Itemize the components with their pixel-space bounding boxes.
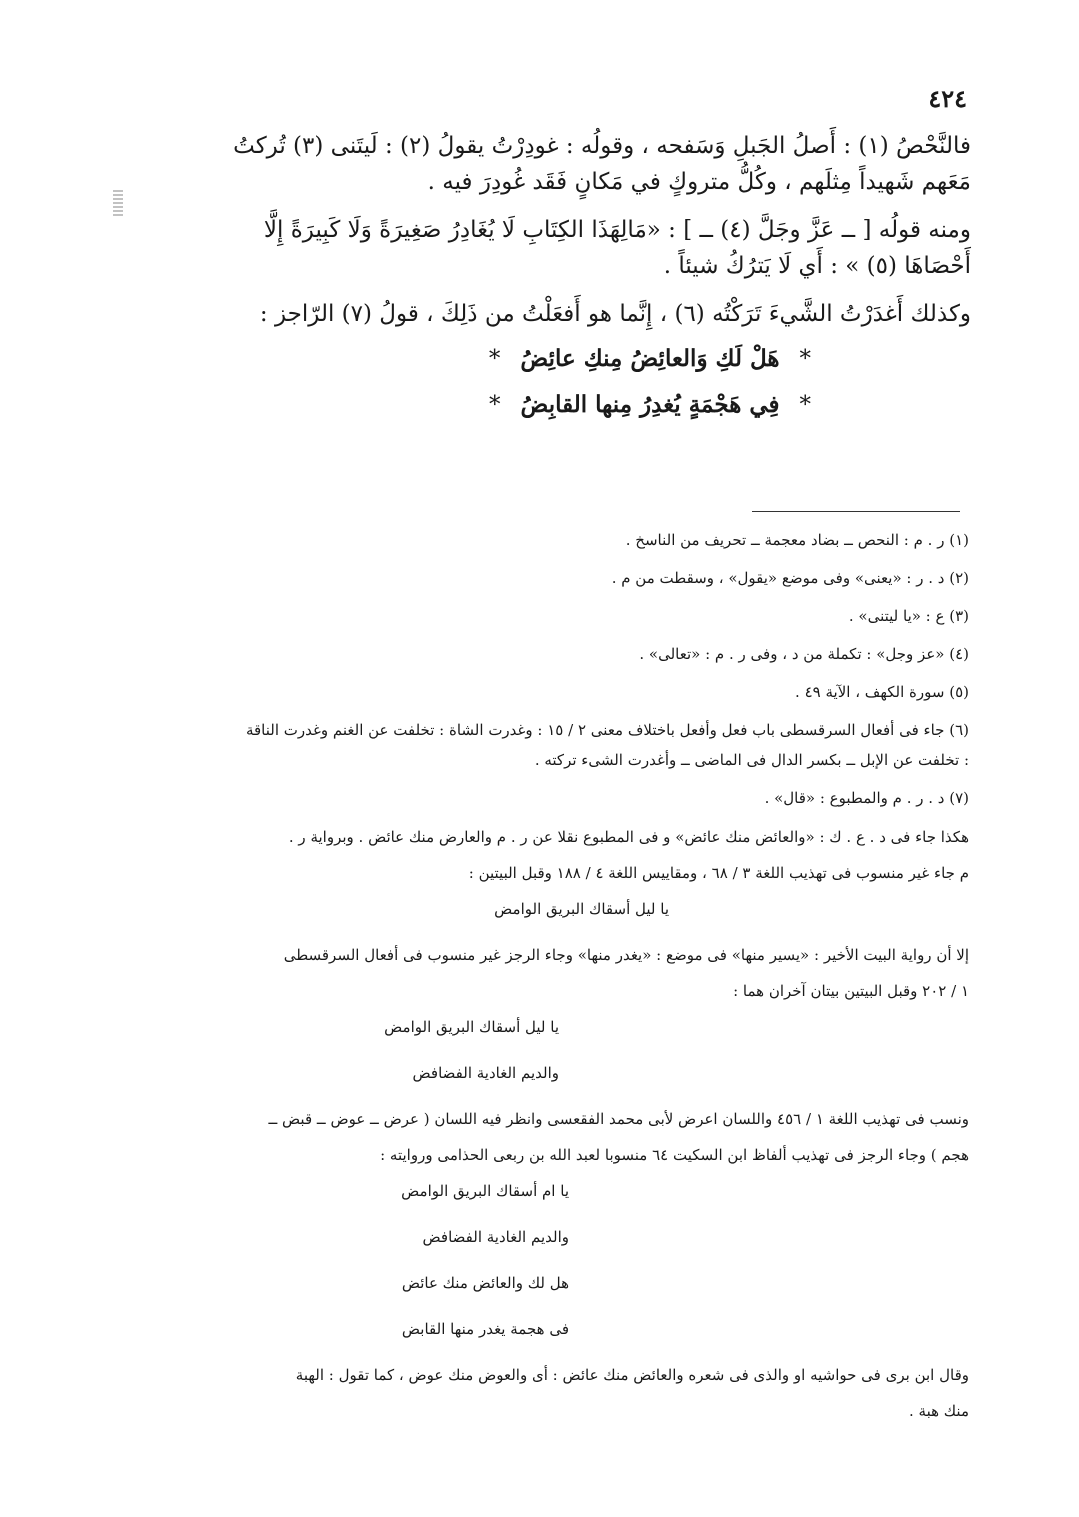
footnote-note: م جاء غير منسوب فى تهذيب اللغة ٣ / ٦٨ ، ومقاييس اللغة ٤ / ١٨٨ وقبل البيتين : [468, 864, 969, 882]
footnote: (٣) ع : «يا ليتنى» . [848, 607, 969, 625]
body-line: فالنَّحْصُ (١) : أَصلُ الجَبلِ وَسَفحه ، وقولُه : غودِرْتُ يقولُ (٢) : لَيتَنى (٣) تُركتُ [233, 133, 971, 159]
footnote: (٦) جاء فى أفعال السرقسطى باب فعل وأفعل باختلاف معنى ٢ / ١٥ : وغدرت الشاة : تخلفت عن الغنم وغدرت الناقة [245, 721, 969, 739]
footnote-divider [752, 511, 960, 512]
page-number: ٤٢٤ [928, 84, 967, 113]
body-line: ومنه قولُه [ ــ عَزَّ وجَلَّ (٤) ــ ] : «مَالِهَذَا الكِتَابِ لَا يُغَادِرُ صَغِيرَةً وَلَا كَبِيرَةً إِلَّا [263, 217, 971, 243]
footnote-note: وقال ابن برى فى حواشيه او والذى فى شعره والعائض منك عائض : أى والعوض منك عوض ، كما تقول : الهبة [295, 1366, 969, 1384]
footnote: (٥) سورة الكهف ، الآية ٤٩ . [795, 683, 969, 701]
footnote-continuation: : تخلفت عن الإبل ــ بكسر الدال فى الماضى ــ وأغدرت الشىء تركته . [534, 751, 969, 769]
main-text [101, 128, 971, 424]
footnote-note: منك هبة . [909, 1402, 969, 1420]
poem-verse [101, 340, 971, 378]
star-mark: * [799, 392, 811, 418]
footnote-verse: يا ام أسقاك البريق الوامض [401, 1182, 569, 1200]
footnote-verse: فى هجمة يغدر منها القابض [401, 1320, 569, 1338]
footnote-verse: هل لك والعائض منك عائض [401, 1274, 569, 1292]
footnote-note: هجم ) وجاء الرجز فى تهذيب ألفاظ ابن السكيت ٦٤ منسوبا لعبد الله بن ربعى الحذامى وروايته : [380, 1146, 969, 1164]
footnote-verse: والديم الغادية الفضافض [412, 1064, 559, 1082]
star-mark: * [489, 392, 501, 418]
poem-verse [101, 386, 971, 424]
footnotes [99, 530, 969, 1436]
footnote-note: ١ / ٢٠٢ وقبل البيتين بيتان آخران هما : [733, 982, 969, 1000]
footnote-note: هكذا جاء فى د . ع . ك : «والعائض منك عائض» و فى المطبوع نقلا عن ر . م والعارض منك عائض . وبرواية ر . [288, 828, 969, 846]
footnote: (١) ر . م : النحص ــ بضاد معجمة ــ تحريف من الناسخ . [625, 531, 969, 549]
verse-text: هَلْ لَكِ وَالعائِضُ مِنكِ عائِضُ [520, 345, 780, 372]
footnote-verse: والديم الغادية الفضافض [422, 1228, 569, 1246]
footnote-note: إلا أن رواية البيت الأخير : «يسير منها» فى موضع : «يغدر منها» وجاء الرجز غير منسوب فى أفعال السرقسطى [283, 946, 969, 964]
footnote-note: ونسب فى تهذيب اللغة ١ / ٤٥٦ واللسان اعرض لأبى محمد الفقعسى وانظر فيه اللسان ( عرض ــ عوض ــ قبض ــ [268, 1110, 969, 1128]
footnote-verse: يا ليل أسقاك البريق الوامض [384, 1018, 559, 1036]
body-line: أَحْصَاهَا (٥) » : أَي لَا يَترُكُ شيئاً . [663, 253, 971, 279]
footnote: (٢) د . ر : «يعنى» وفى موضع «يقول» ، وسقطت من م . [611, 569, 969, 587]
star-mark: * [488, 346, 501, 372]
footnote: (٧) د . ر . م والمطبوع : «قال» . [764, 789, 969, 807]
footnote: (٤) «عز وجل» : تكملة من د ، وفى ر . م : «تعالى» . [639, 645, 969, 663]
body-line: مَعَهم شَهيداً مِثلَهم ، وكُلُّ متروكٍ في مَكانٍ فَقَد غُودِرَ فيه . [427, 169, 971, 195]
footnote-verse: يا ليل أسقاك البريق الوامض [494, 900, 669, 918]
verse-text: فِي هَجْمَةٍ يُغدِرُ مِنها القابِضُ [520, 391, 780, 418]
star-mark: * [799, 346, 811, 372]
body-line: وكذلك أَغدَرْتُ الشَّيءَ تَرَكْتُه (٦) ، إِنَّما هو أَفعَلْتُ من ذَلِكَ ، قولُ (٧) الرّاجز : [259, 301, 971, 327]
